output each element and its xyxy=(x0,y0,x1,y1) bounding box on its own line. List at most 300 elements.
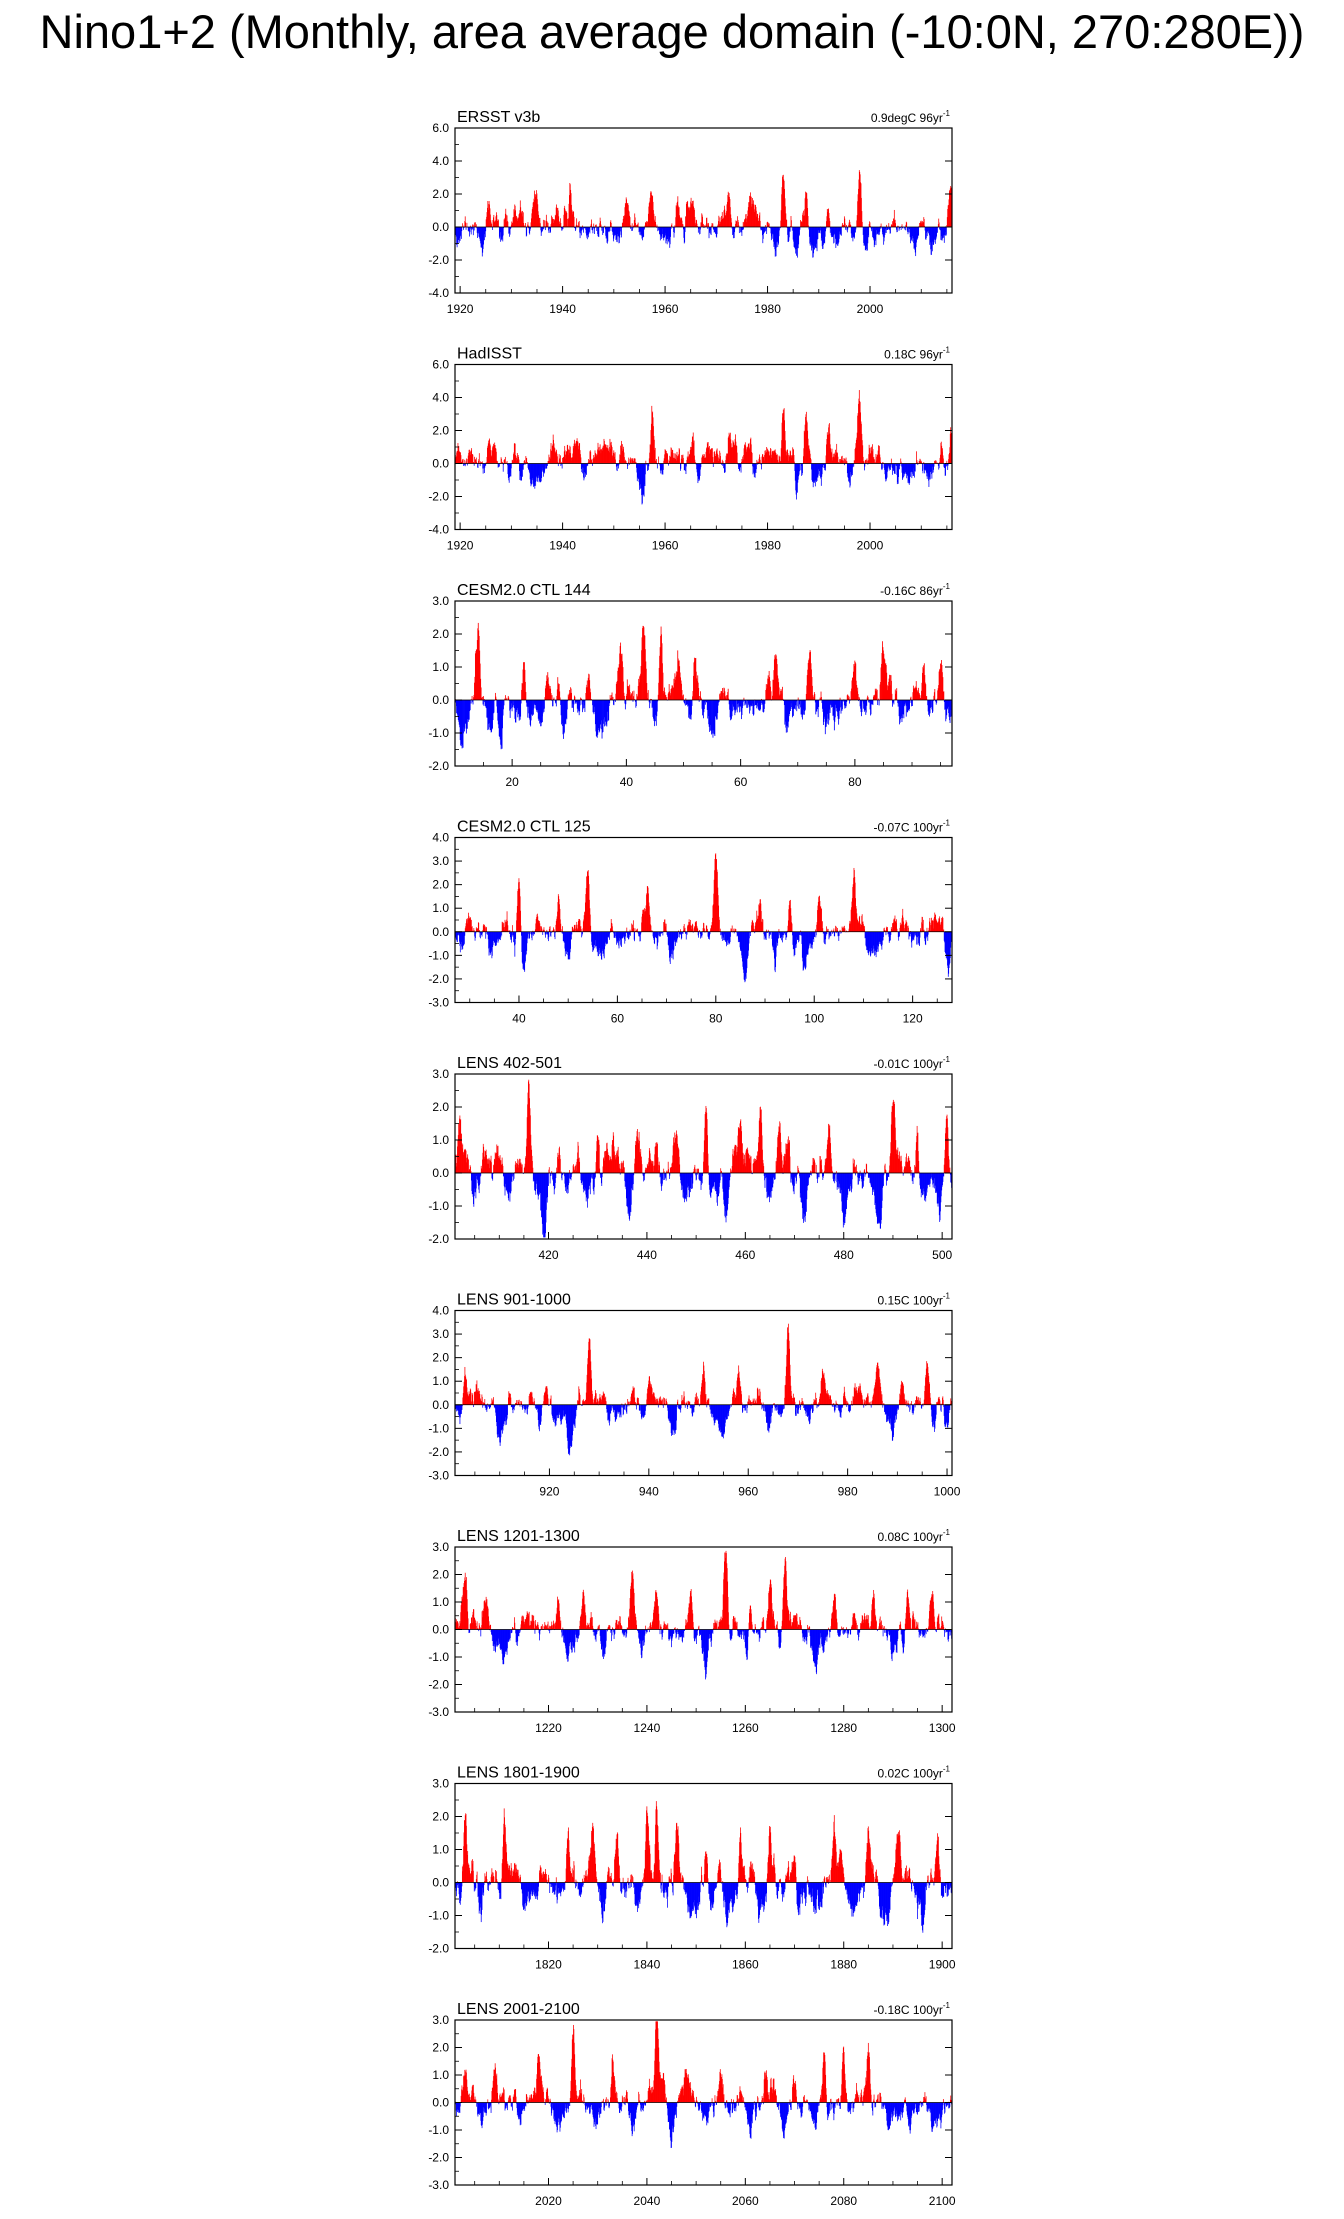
x-tick-label: 1940 xyxy=(549,538,576,553)
bar-2-498 xyxy=(668,460,669,464)
bar-2-1077 xyxy=(915,464,916,472)
bar-1-49 xyxy=(476,224,477,227)
x-tick-label: 1960 xyxy=(651,538,679,553)
bar-4-444 xyxy=(637,929,638,932)
trend-value: -0.07C 100yr xyxy=(873,820,943,835)
bar-2-1030 xyxy=(895,464,896,474)
bar-4-113 xyxy=(501,932,502,936)
bar-3-990 xyxy=(926,696,927,700)
bar-1-164 xyxy=(525,223,526,227)
bar-3-333 xyxy=(614,700,615,705)
bar-2-603 xyxy=(712,457,713,464)
bar-1-389 xyxy=(621,227,622,237)
bar-4-437 xyxy=(634,932,635,941)
bar-3-81 xyxy=(494,700,495,713)
bar-1-665 xyxy=(739,227,740,233)
bar-3-1011 xyxy=(936,700,937,703)
panel-title: CESM2.0 CTL 144 xyxy=(457,582,591,599)
y-tick-label: -3.0 xyxy=(428,995,449,1010)
bar-1-160 xyxy=(523,223,524,227)
bar-2-112 xyxy=(503,464,504,472)
bar-3-424 xyxy=(657,700,658,712)
bar-4-1150 xyxy=(927,928,928,932)
bar-2-53 xyxy=(478,464,479,468)
bar-2-406 xyxy=(628,458,629,464)
bar-1-808 xyxy=(800,220,801,227)
bar-1-1150 xyxy=(946,227,947,235)
bar-2-117 xyxy=(505,457,506,464)
bar-4-231 xyxy=(550,926,551,932)
bar-1-324 xyxy=(593,224,594,227)
plot-frame xyxy=(455,601,952,766)
bar-4-880 xyxy=(816,932,817,935)
bar-4-923 xyxy=(833,928,834,931)
bar-3-735 xyxy=(805,700,806,710)
bar-4-644 xyxy=(719,920,720,932)
bar-1-315 xyxy=(590,227,591,233)
bar-3-890 xyxy=(879,700,880,705)
bar-1-25 xyxy=(466,227,467,230)
bar-4-720 xyxy=(750,932,751,936)
bar-4-435 xyxy=(633,928,634,932)
trend-value: -0.16C 86yr xyxy=(880,584,943,598)
bar-3-203 xyxy=(552,695,553,700)
x-tick-label: 1940 xyxy=(549,302,576,316)
bar-3-375 xyxy=(634,691,635,700)
x-tick-label: 80 xyxy=(848,775,862,789)
x-tick-label: 1920 xyxy=(446,538,474,553)
y-tick-label: 4.0 xyxy=(432,830,449,845)
bar-1-42 xyxy=(473,227,474,235)
bar-2-1021 xyxy=(891,459,892,464)
y-tick-label: -2.0 xyxy=(428,759,449,773)
trend-exponent: -1 xyxy=(942,345,950,355)
y-tick-label: 2.0 xyxy=(432,187,449,201)
bar-1-326 xyxy=(594,227,595,234)
bar-4-1062 xyxy=(890,932,891,935)
bar-4-647 xyxy=(720,932,721,935)
bar-4-717 xyxy=(749,932,750,939)
bar-3-763 xyxy=(818,700,819,707)
x-tick-label: 100 xyxy=(804,1011,825,1026)
bar-4-905 xyxy=(826,926,827,931)
bar-1-647 xyxy=(731,222,732,227)
bar-3-358 xyxy=(625,700,626,704)
bar-1-1129 xyxy=(937,227,938,233)
bar-4-896 xyxy=(822,928,823,932)
trend-label xyxy=(880,582,950,598)
bar-3-877 xyxy=(873,700,874,705)
bar-2-625 xyxy=(722,460,723,464)
bar-3-827 xyxy=(849,697,850,700)
bar-2-528 xyxy=(680,464,681,469)
bar-4-438 xyxy=(635,928,636,931)
bar-5-138 xyxy=(512,1173,513,1182)
trend-exponent: -1 xyxy=(942,582,950,591)
bar-4-821 xyxy=(792,924,793,932)
y-tick-label: 6.0 xyxy=(432,121,449,135)
bar-1-71 xyxy=(485,227,486,231)
bar-3-380 xyxy=(636,700,637,706)
bar-3-650 xyxy=(764,700,765,704)
bar-1-1133 xyxy=(939,222,940,227)
bar-4-936 xyxy=(839,932,840,936)
bar-2-149 xyxy=(519,460,520,464)
bar-1-170 xyxy=(528,222,529,227)
bar-4-1158 xyxy=(930,923,931,932)
y-tick-label: -1.0 xyxy=(428,948,449,963)
bar-2-669 xyxy=(741,464,742,473)
x-tick-label: 1980 xyxy=(754,538,781,553)
bar-1-1057 xyxy=(906,223,907,227)
bar-1-649 xyxy=(732,227,733,235)
bar-1-15 xyxy=(461,227,462,231)
bar-4-213 xyxy=(542,932,543,935)
bar-2-131 xyxy=(511,464,512,469)
bar-1-913 xyxy=(845,223,846,227)
bar-4-684 xyxy=(735,929,736,932)
bar-4-675 xyxy=(732,926,733,932)
bar-1-101 xyxy=(498,220,499,227)
bar-1-759 xyxy=(779,227,780,230)
bar-4-671 xyxy=(730,932,731,937)
trend-value: 0.18C 96yr xyxy=(884,347,943,362)
bar-4-929 xyxy=(836,927,837,932)
bar-3-31 xyxy=(470,700,471,710)
y-tick-label: -1.0 xyxy=(428,726,449,740)
bar-3-960 xyxy=(912,700,913,706)
bar-3-886 xyxy=(877,690,878,700)
bar-1-347 xyxy=(603,227,604,233)
bar-3-262 xyxy=(580,700,581,705)
bar-3-272 xyxy=(584,700,585,712)
bar-2-910 xyxy=(844,458,845,463)
y-tick-label: 0.0 xyxy=(432,693,449,707)
bar-3-212 xyxy=(556,700,557,706)
panel-3 xyxy=(428,582,952,789)
bar-2-867 xyxy=(825,464,826,471)
bar-1-735 xyxy=(769,223,770,227)
bar-3-187 xyxy=(544,700,545,709)
bar-1-413 xyxy=(631,227,632,231)
bar-4-495 xyxy=(658,932,659,936)
bar-1-1098 xyxy=(924,219,925,227)
bar-1-673 xyxy=(742,227,743,230)
bar-4-147 xyxy=(515,932,516,939)
x-tick-label: 120 xyxy=(902,1011,923,1026)
bar-4-514 xyxy=(666,924,667,932)
bar-1-533 xyxy=(683,224,684,227)
bar-4-206 xyxy=(539,923,540,931)
bar-4-188 xyxy=(532,932,533,935)
bar-5-163 xyxy=(522,1164,523,1173)
bar-5-116 xyxy=(503,1166,504,1173)
bar-3-483 xyxy=(685,700,686,706)
bar-2-453 xyxy=(648,464,649,467)
bar-1-599 xyxy=(711,227,712,235)
bar-1-112 xyxy=(503,227,504,235)
bar-1-365 xyxy=(611,223,612,227)
bar-2-214 xyxy=(546,464,547,469)
bar-4-291 xyxy=(574,925,575,932)
bar-4-233 xyxy=(551,932,552,937)
y-tick-label: -2.0 xyxy=(428,253,449,267)
x-tick-label: 40 xyxy=(512,1011,526,1026)
bar-1-714 xyxy=(760,221,761,227)
bar-1-904 xyxy=(841,227,842,236)
bar-3-57 xyxy=(482,697,483,700)
bar-2-695 xyxy=(752,453,753,463)
bar-3-999 xyxy=(931,700,932,707)
bar-4-565 xyxy=(687,932,688,935)
bar-3-687 xyxy=(782,687,783,700)
bar-3-854 xyxy=(862,700,863,712)
panel-title: ERSST v3b xyxy=(457,109,541,126)
bar-2-541 xyxy=(686,464,687,467)
bar-4-1054 xyxy=(887,927,888,932)
bar-3-324 xyxy=(609,700,610,703)
bar-2-961 xyxy=(865,460,866,463)
bar-4-41 xyxy=(472,926,473,932)
bar-2-312 xyxy=(588,459,589,463)
trend-exponent: -1 xyxy=(942,109,950,118)
bar-4-1077 xyxy=(897,929,898,932)
bar-1-590 xyxy=(707,223,708,227)
y-tick-label: -4.0 xyxy=(428,286,449,300)
bar-4-23 xyxy=(464,932,465,936)
bar-2-1121 xyxy=(934,464,935,467)
bar-3-138 xyxy=(521,700,522,703)
bar-2-56 xyxy=(479,453,480,463)
bar-4-799 xyxy=(783,932,784,938)
bar-4-243 xyxy=(555,932,556,939)
bar-2-246 xyxy=(560,455,561,463)
bar-1-674 xyxy=(743,222,744,227)
bar-1-729 xyxy=(766,227,767,234)
bar-2-534 xyxy=(683,458,684,464)
bar-3-1003 xyxy=(932,700,933,712)
bar-2-250 xyxy=(562,464,563,469)
bar-1-1061 xyxy=(908,227,909,232)
bar-3-755 xyxy=(814,694,815,700)
bar-2-18 xyxy=(463,459,464,464)
y-tick-label: 6.0 xyxy=(432,357,449,372)
bar-3-642 xyxy=(761,700,762,705)
bar-4-646 xyxy=(720,929,721,932)
x-tick-label: 1920 xyxy=(446,302,474,316)
bar-2-294 xyxy=(581,457,582,463)
bar-1-27 xyxy=(467,223,468,227)
bar-3-927 xyxy=(896,688,897,700)
bar-4-376 xyxy=(609,932,610,940)
bar-4-330 xyxy=(590,926,591,932)
bar-1-1015 xyxy=(888,223,889,227)
y-tick-label: 2.0 xyxy=(432,423,449,438)
bar-4-750 xyxy=(763,920,764,932)
bar-3-331 xyxy=(613,697,614,700)
bar-1-336 xyxy=(598,227,599,237)
bar-1-250 xyxy=(562,227,563,230)
x-tick-label: 80 xyxy=(709,1011,723,1026)
bar-1-826 xyxy=(808,216,809,227)
bar-2-162 xyxy=(524,460,525,463)
y-tick-label: -2.0 xyxy=(428,489,449,504)
bar-1-789 xyxy=(792,227,793,231)
bar-3-813 xyxy=(842,700,843,709)
bar-4-228 xyxy=(549,932,550,937)
x-tick-label: 2000 xyxy=(856,538,884,553)
bar-3-284 xyxy=(590,692,591,700)
bar-1-1085 xyxy=(918,227,919,236)
bar-1-784 xyxy=(790,227,791,232)
bar-4-138 xyxy=(512,932,513,935)
plot-frame xyxy=(455,128,952,293)
bar-2-41 xyxy=(473,455,474,464)
bar-4-74 xyxy=(485,932,486,939)
bar-4-672 xyxy=(731,928,732,931)
bar-2-22 xyxy=(464,460,465,464)
bar-2-933 xyxy=(853,464,854,467)
bar-4-932 xyxy=(837,928,838,932)
bar-1-206 xyxy=(543,220,544,227)
bar-3-60 xyxy=(484,700,485,706)
bar-4-1105 xyxy=(908,928,909,932)
bar-4-904 xyxy=(826,932,827,936)
bar-4-425 xyxy=(629,932,630,935)
bar-3-37 xyxy=(473,700,474,704)
bar-4-1050 xyxy=(886,932,887,935)
x-tick-label: 20 xyxy=(505,775,519,789)
bar-3-201 xyxy=(551,693,552,700)
bar-1-613 xyxy=(717,227,718,234)
bar-3-663 xyxy=(771,691,772,700)
bar-3-1026 xyxy=(943,691,944,700)
bar-1-217 xyxy=(548,223,549,227)
bar-3-867 xyxy=(868,697,869,700)
bar-4-563 xyxy=(686,932,687,940)
bar-4-758 xyxy=(766,932,767,940)
bar-1-593 xyxy=(708,223,709,227)
x-tick-label: 1980 xyxy=(754,302,781,316)
bar-1-199 xyxy=(540,223,541,227)
bar-1-914 xyxy=(845,227,846,230)
trend-label xyxy=(884,346,950,362)
y-tick-label: 0.0 xyxy=(432,456,449,471)
bar-2-167 xyxy=(526,458,527,464)
bar-1-300 xyxy=(583,227,584,233)
bar-3-828 xyxy=(849,700,850,704)
bar-1-209 xyxy=(544,220,545,227)
bar-1-1044 xyxy=(901,227,902,230)
bar-2-632 xyxy=(725,464,726,472)
bar-4-1083 xyxy=(899,932,900,937)
plot-frame xyxy=(455,838,952,1003)
bar-3-846 xyxy=(858,694,859,700)
bar-2-320 xyxy=(592,459,593,464)
bar-2-103 xyxy=(499,464,500,467)
bar-1-776 xyxy=(786,220,787,227)
bar-4-1133 xyxy=(920,932,921,938)
bar-5-88 xyxy=(491,1162,492,1173)
panel-2 xyxy=(428,346,952,553)
bar-1-968 xyxy=(868,227,869,237)
bar-1-343 xyxy=(601,227,602,231)
bar-1-1087 xyxy=(919,223,920,227)
bar-2-575 xyxy=(701,464,702,468)
bar-3-59 xyxy=(483,696,484,700)
bar-4-841 xyxy=(800,932,801,935)
bar-1-469 xyxy=(655,222,656,227)
bar-1-319 xyxy=(591,220,592,227)
bar-4-788 xyxy=(778,932,779,939)
bar-3-102 xyxy=(504,700,505,705)
bar-3-35 xyxy=(472,696,473,700)
bar-2-471 xyxy=(656,459,657,463)
bar-2-1000 xyxy=(882,464,883,469)
bar-2-717 xyxy=(761,464,762,470)
bar-2-1143 xyxy=(943,458,944,463)
bar-1-85 xyxy=(491,224,492,227)
bar-4-679 xyxy=(733,929,734,932)
bar-3-807 xyxy=(839,700,840,711)
x-tick-label: 60 xyxy=(610,1011,625,1026)
bar-3-251 xyxy=(574,697,575,700)
bar-3-589 xyxy=(735,700,736,710)
x-tick-label: 40 xyxy=(619,775,634,789)
bar-2-806 xyxy=(799,464,800,472)
bar-1-854 xyxy=(820,227,821,230)
bar-4-111 xyxy=(501,932,502,938)
bar-1-87 xyxy=(492,227,493,230)
bar-2-1020 xyxy=(891,464,892,467)
bar-1-331 xyxy=(596,227,597,231)
bar-1-997 xyxy=(881,224,882,227)
bar-2-473 xyxy=(657,464,658,469)
bar-4-1189 xyxy=(943,918,944,932)
bar-4-916 xyxy=(831,932,832,936)
bar-1-261 xyxy=(566,213,567,227)
bar-2-525 xyxy=(679,449,680,463)
bar-1-1054 xyxy=(905,227,906,230)
bar-2-412 xyxy=(631,458,632,463)
bar-3-957 xyxy=(911,697,912,700)
panel-1 xyxy=(428,109,952,316)
bar-1-24 xyxy=(465,222,466,227)
bar-1-1035 xyxy=(897,227,898,232)
bar-4-1101 xyxy=(906,922,907,931)
bar-3-372 xyxy=(632,691,633,700)
bar-3-917 xyxy=(892,694,893,700)
bar-1-1046 xyxy=(902,224,903,227)
bar-4-1044 xyxy=(883,932,884,937)
bar-2-65 xyxy=(483,464,484,474)
bar-3-58 xyxy=(483,700,484,705)
bar-4-950 xyxy=(845,928,846,931)
bar-1-44 xyxy=(474,227,475,230)
bar-2-1133 xyxy=(939,464,940,469)
bar-3-409 xyxy=(650,700,651,703)
bar-1-725 xyxy=(765,227,766,232)
bar-4-261 xyxy=(562,926,563,932)
bar-3-612 xyxy=(746,700,747,708)
bar-4-560 xyxy=(685,928,686,932)
x-tick-label: 60 xyxy=(733,775,748,789)
bar-1-507 xyxy=(671,223,672,227)
x-tick-label: 2000 xyxy=(856,302,884,316)
bar-2-97 xyxy=(496,461,497,464)
bar-3-864 xyxy=(866,700,867,706)
bar-2-705 xyxy=(756,464,757,470)
